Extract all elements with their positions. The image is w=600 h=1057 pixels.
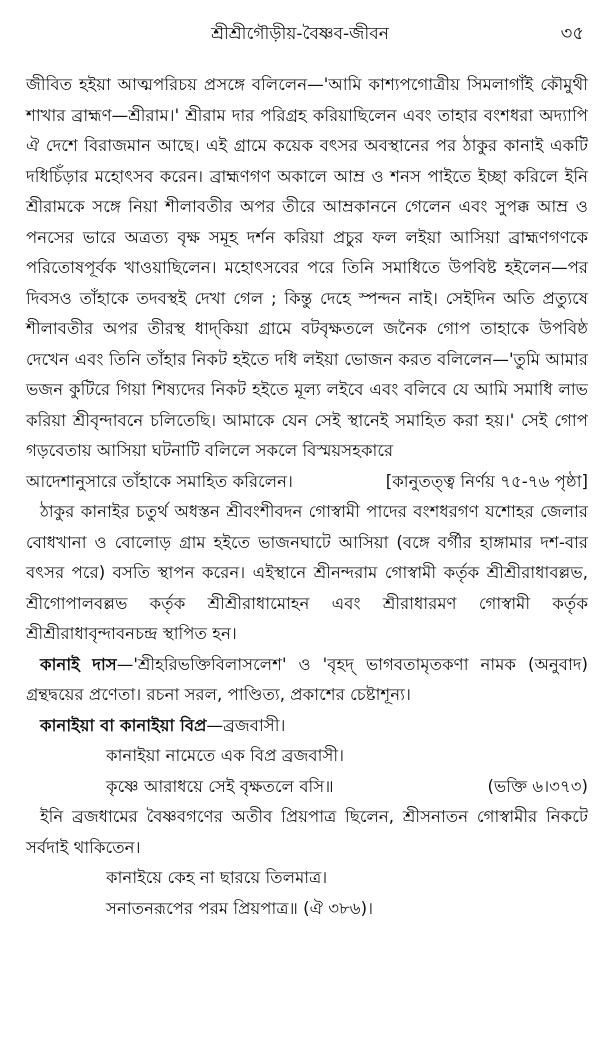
verse-line-1: কানাইয়া নামেতে এক বিপ্র ব্রজবাসী। — [106, 746, 345, 765]
paragraph-kanai-samadhi: জীবিত হইয়া আত্মপরিচয় প্রসঙ্গে বলিলেন—'আমি কাশ্যপগোত্রীয় সিমলাগাঁই কৌমুথী শাখার ব্রাহ্মণ—শ্রীরাম।' শ্রীরাম দার পরিগ্রহ করিয়াছিলেন এবং তাহার বংশধরা অদ্যাপি ঐ দেশে বিরাজমান আছে। এই গ্রামে কয়েক বৎসর অবস্থানের পর ঠাকুর কানাই একটি দধিচিঁড়ার মহোৎসব করেন। ব্রাহ্মণগণ অকালে আম্র ও শনস পাইতে ইচ্ছা করিলে ইনি শ্রীরামকে সঙ্গে নিয়া শীলাবতীর অপর তীরে আম্রকাননে গেলেন এবং সুপক্ক আম্র ও পনসের ভারে অত্রত্য বৃক্ষ সমূহ দর্শন করিয়া প্রচুর ফল লইয়া আসিয়া ব্রাহ্মণগণকে পরিতোষপূর্বক খাওয়াছিলেন। মহোৎসবের পরে তিনি সমাধিতে উপবিষ্ট হইলেন—পর দিবসও তাঁহাকে তদবস্থই দেখা গেল ; কিন্তু দেহে স্পন্দন নাই। সেইদিন অতি প্রত্যুষে শীলাবতীর অপর তীরস্থ ধাদ্‌কিয়া গ্রামে বটবৃক্ষতলে জনৈক গোপ তাহাকে উপবিষ্ঠ দেখেন এবং তিনি তাঁহার নিকট হইতে দধি লইয়া ভোজন করত বলিলেন—'তুমি আমার ভজন কুটিরে গিয়া শিষ্যদের নিকট হইতে মূল্য লইবে এবং বলিবে যে আমি সমাধি লাভ করিয়া শ্রীবৃন্দাবনে চলিতেছি। আমাকে যেন সেই স্থানেই সমাহিত করা হয়।' সেই গোপ গড়বেতায় আসিয়া ঘটনাটি বলিলে সকলে বিস্ময়সহকারে — [26, 75, 588, 460]
verse-line-4: সনাতনরূপের পরম প্রিয়পাত্র॥ (ঐ ৩৮৬)। — [106, 898, 374, 918]
verse-line-2-citation: (ভক্তি ৬।৩৭৩) — [487, 776, 588, 796]
running-title: শ্রীশ্রীগৌড়ীয়-বৈষ্ণব-জীবন — [211, 24, 389, 44]
page-number: ৩৫ — [560, 23, 584, 44]
entry-name-kanai-das: কানাই দাস — [40, 654, 117, 674]
paragraph-end-with-citation — [26, 467, 588, 498]
entry-name-kanaiya-vipra: কানাইয়া বা কানাইয়া বিপ্র — [40, 715, 207, 735]
page-header — [0, 10, 600, 50]
verse-line-2 — [26, 772, 588, 803]
paragraph-brajadham: ইনি ব্রজধামের বৈষ্ণবগণের অতীব প্রিয়পাত্র ছিলেন, শ্রীসনাতন গোস্বামীর নিকটে সর্বদাই থাকিতেন। — [26, 807, 588, 857]
entry-text-kanai-das: —'শ্রীহরিভক্তিবিলাসলেশ' ও 'বৃহদ্ ভাগবতামৃতকণা নামক (অনুবাদ) গ্রন্থদ্বয়ের প্রণেতা। রচনা সরল, পাণ্ডিত্য, প্রকাশের চেষ্টাশূন্য। — [26, 654, 588, 704]
page-body — [26, 70, 588, 924]
paragraph-last-line: আদেশানুসারে তাঁহাকে সমাহিত করিলেন। — [26, 471, 293, 491]
paragraph-descendants: ঠাকুর কানাইর চতুর্থ অধস্তন শ্রীবংশীবদন গোস্বামী পাদের বংশধরগণ যশোহর জেলার বোধখানা ও বোলোড় গ্রাম হইতে ভাজনঘাটে আসিয়া (বঙ্গে বর্গীর হাঙ্গামার দশ-বার বৎসর পরে) বসতি স্থাপন করেন। এইস্থানে শ্রীনন্দরাম গোস্বামী কর্তৃক শ্রীশ্রীরাধাবল্লভ, শ্রীগোপালবল্লভ কর্তৃক শ্রীশ্রীরাধামোহন এবং শ্রীরাধারমণ গোস্বামী কর্তৃক শ্রীশ্রীরাধাবৃন্দাবনচন্দ্র স্থাপিত হন। — [26, 502, 588, 643]
verse-line-3: কানাইয়ে কেহ না ছারয়ে তিলমাত্র। — [106, 868, 328, 887]
entry-text-kanaiya-vipra: —ব্রজবাসী। — [206, 715, 286, 735]
source-citation: [কানুতত্ত্ব নির্ণয় ৭৫-৭৬ পৃষ্ঠা] — [385, 471, 588, 491]
verse-line-2-text: কৃষ্ণে আরাধয়ে সেই বৃক্ষতলে বসি॥ — [106, 776, 334, 796]
paragraph-kanai-das — [26, 650, 588, 711]
paragraph-kanaiya-vipra — [26, 711, 588, 742]
